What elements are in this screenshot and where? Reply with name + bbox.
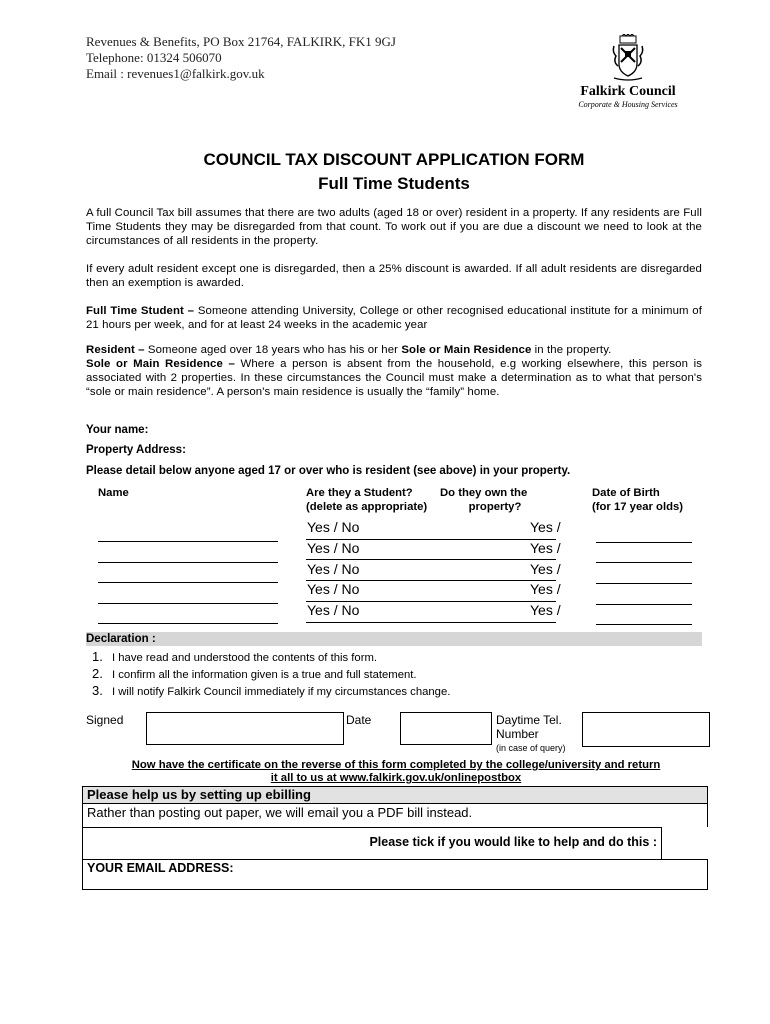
declaration-item-1 <box>92 649 450 666</box>
declaration-text-2: I confirm all the information given is a true and full statement. <box>112 669 417 681</box>
declaration-item-3 <box>92 683 450 700</box>
own-select-2[interactable]: Yes / <box>530 540 561 556</box>
fts-term: Full Time Student – <box>86 305 195 317</box>
council-logo <box>566 34 690 109</box>
intro-paragraph-1: A full Council Tax bill assumes that there are two adults (aged 18 or over) resident in a property. If any residents are Full Time Students they may be disregarded from that count. To work out if you are due a discount we need to look at the circumstances of all residents in the property. <box>86 207 702 247</box>
own-select-5[interactable]: Yes / <box>530 602 561 618</box>
declaration-num-1: 1. <box>92 649 103 664</box>
own-select-4[interactable]: Yes / <box>530 581 561 597</box>
row-line-5 <box>306 622 556 623</box>
tel-note: (in case of query) <box>496 743 566 753</box>
property-address-label: Property Address: <box>86 444 186 456</box>
return-notice-line-1: Now have the certificate on the reverse of this form completed by the college/university and return <box>131 759 661 771</box>
ebilling-tick-prompt: Please tick if you would like to help and do this : <box>369 835 657 849</box>
declaration-text-1: I have read and understood the contents of this form. <box>112 652 378 664</box>
declaration-text-3: I will notify Falkirk Council immediately if my circumstances change. <box>112 686 451 698</box>
ebilling-text: Rather than posting out paper, we will email you a PDF bill instead. <box>87 805 473 820</box>
student-select-1[interactable]: Yes / No <box>307 519 360 535</box>
col-dob-line-2: (for 17 year olds) <box>592 501 684 513</box>
declaration-item-2 <box>92 666 450 683</box>
own-select-1[interactable]: Yes / <box>530 519 561 535</box>
declaration-num-3: 3. <box>92 683 103 698</box>
ebilling-divider-1 <box>83 827 707 828</box>
student-select-4[interactable]: Yes / No <box>307 581 360 597</box>
telephone-box[interactable] <box>582 712 710 747</box>
email-address-label: YOUR EMAIL ADDRESS: <box>87 861 234 875</box>
date-label: Date <box>346 713 372 727</box>
resident-text: Someone aged over 18 years who has his or her <box>147 344 399 356</box>
telephone-line: Telephone: 01324 506070 <box>86 50 222 65</box>
resident-term: Resident – <box>86 344 145 356</box>
col-dob-line-1: Date of Birth <box>592 487 660 499</box>
col-own-line-1: Do they own the <box>440 487 528 499</box>
date-box[interactable] <box>400 712 492 745</box>
declaration-num-2: 2. <box>92 666 103 681</box>
tel-label-line-2: Number <box>496 727 539 741</box>
col-dob-header <box>592 486 683 514</box>
resident-text-2: in the property. <box>534 344 612 356</box>
name-line-1[interactable] <box>98 541 278 542</box>
col-student-header <box>306 486 427 514</box>
ebilling-section <box>82 786 708 890</box>
dob-line-1[interactable] <box>596 542 692 543</box>
col-student-line-2: (delete as appropriate) <box>306 501 428 513</box>
col-student-line-1: Are they a Student? <box>306 487 413 499</box>
intro-paragraph-2: If every adult resident except one is disregarded, then a 25% discount is awarded. If all adult residents are disregarded then an exemption is awarded. <box>86 263 702 289</box>
col-name-header: Name <box>98 487 129 499</box>
dob-line-3[interactable] <box>596 583 692 584</box>
tel-label <box>496 713 566 755</box>
name-line-5[interactable] <box>98 623 278 624</box>
address-line: Revenues & Benefits, PO Box 21764, FALKIRK, FK1 9GJ <box>86 34 396 49</box>
row-line-2 <box>306 559 556 560</box>
page-title: COUNCIL TAX DISCOUNT APPLICATION FORM <box>203 150 585 169</box>
name-line-4[interactable] <box>98 603 278 604</box>
email-line: Email : revenues1@falkirk.gov.uk <box>86 66 265 81</box>
dob-line-4[interactable] <box>596 604 692 605</box>
col-own-line-2: property? <box>468 501 522 513</box>
dob-line-5[interactable] <box>596 624 692 625</box>
resident-term-2: Sole or Main Residence <box>401 344 532 356</box>
fts-text: Someone attending University, College or other recognised educational institute for a minimum of 21 hours per week, and for at least 24 weeks in the academic year <box>86 305 703 331</box>
return-notice-line-2: it all to us at www.falkirk.gov.uk/onlinepostbox <box>270 772 522 784</box>
student-select-3[interactable]: Yes / No <box>307 561 360 577</box>
student-select-5[interactable]: Yes / No <box>307 602 360 618</box>
dob-line-2[interactable] <box>596 562 692 563</box>
sole-text: Where a person is absent from the household, e.g working elsewhere, this person is associated with 2 properties. In these circumstances the Council must make a determination as to what that person's “sole or main residence”. A person's main residence is usually the “family” home. <box>86 358 702 398</box>
col-own-header <box>440 486 550 514</box>
full-time-student-definition <box>86 304 702 332</box>
ebilling-tick-box[interactable] <box>661 827 708 859</box>
logo-subtitle: Corporate & Housing Services <box>578 100 678 109</box>
resident-definition <box>86 343 702 357</box>
declaration-title: Declaration : <box>86 633 156 645</box>
signed-label: Signed <box>86 713 124 727</box>
ebilling-heading-bar <box>83 787 707 804</box>
ebilling-divider-2 <box>83 859 707 860</box>
tel-label-line-1: Daytime Tel. <box>496 713 562 727</box>
name-line-2[interactable] <box>98 562 278 563</box>
page-subtitle: Full Time Students <box>318 174 470 193</box>
logo-name: Falkirk Council <box>580 84 676 99</box>
declaration-list <box>92 649 450 700</box>
name-line-3[interactable] <box>98 582 278 583</box>
residents-prompt: Please detail below anyone aged 17 or over who is resident (see above) in your property. <box>86 465 571 477</box>
return-notice <box>86 759 706 785</box>
sole-residence-definition <box>86 357 702 399</box>
address-block <box>86 34 396 82</box>
own-select-3[interactable]: Yes / <box>530 561 561 577</box>
your-name-label: Your name: <box>86 424 149 436</box>
student-select-2[interactable]: Yes / No <box>307 540 360 556</box>
email-address-input[interactable] <box>263 861 703 887</box>
declaration-bar <box>86 632 702 646</box>
ebilling-heading: Please help us by setting up ebilling <box>87 787 311 802</box>
crest-icon <box>610 34 646 84</box>
signature-box[interactable] <box>146 712 344 745</box>
sole-term: Sole or Main Residence – <box>86 358 235 370</box>
